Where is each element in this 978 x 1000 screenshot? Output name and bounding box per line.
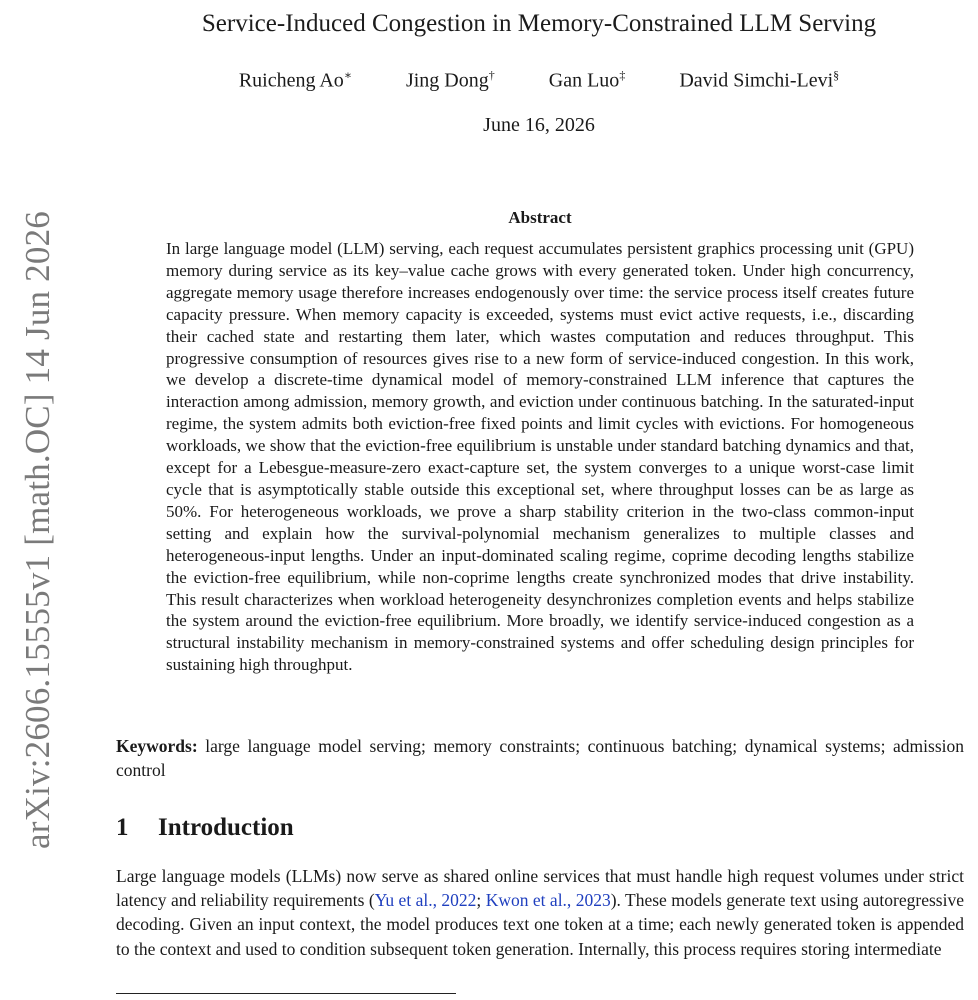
publication-date: June 16, 2026 — [483, 114, 595, 136]
author: Gan Luo‡ — [548, 68, 626, 92]
keywords-text: large language model serving; memory constraints; continuous batching; dynamical systems; admission control — [116, 736, 964, 780]
keywords — [116, 734, 964, 782]
section-title: Introduction — [158, 814, 294, 841]
arxiv-identifier-text: arXiv:2606.15555v1 [math.OC] 14 Jun 2026 — [18, 211, 58, 849]
paper-title: Service-Induced Congestion in Memory-Constrained LLM Serving — [201, 10, 877, 37]
section-number: 1 — [116, 814, 129, 841]
author: Jing Dong† — [405, 68, 495, 92]
footnote-divider — [116, 993, 456, 994]
citation-link[interactable]: Kwon et al., 2023 — [485, 890, 611, 911]
arxiv-identifier-stamp — [16, 190, 60, 870]
intro-paragraph: Large language models (LLMs) now serve as shared online services that must handle high request volumes under strict latency and reliability requirements (Yu et al., 2022; Kwon et al., 2023). These models generate text using autoregressive decoding. Given an input context, the model produces text one token at a time; each newly generated token is appended to the context and used to condition subsequent token generation. Internally, this process requires storing intermediate — [116, 866, 964, 959]
author: Ruicheng Ao∗ — [238, 68, 352, 92]
citation-link[interactable]: Yu et al., 2022 — [374, 890, 477, 911]
author-list — [116, 68, 962, 93]
section-heading — [116, 814, 294, 842]
author: David Simchi-Levi§ — [679, 68, 840, 92]
abstract-heading: Abstract — [508, 208, 572, 227]
keywords-label: Keywords: — [116, 736, 198, 756]
abstract-text: In large language model (LLM) serving, each request accumulates persistent graphics processing unit (GPU) memory during service as its key–value cache grows with every generated token. Under high concurrency, aggregate memory usage therefore increases endogenously over time: the service process itself creates future capacity pressure. When memory capacity is exceeded, systems must evict active requests, i.e., discarding their cached state and restarting them later, which wastes computation and reduces throughput. This progressive consumption of resources gives rise to a new form of service-induced congestion. In this work, we develop a discrete-time dynamical model of memory-constrained LLM inference that captures the interaction among admission, memory growth, and eviction under continuous batching. In the saturated-input regime, the system admits both eviction-free fixed points and limit cycles with evictions. For homogeneous workloads, we show that the eviction-free equilibrium is unstable under standard batching dynamics and that, except for a Lebesgue-measure-zero exact-capture set, the system converges to a unique worst-case limit cycle that is asymptotically stable outside this exceptional set, where throughput losses can be as large as 50%. For heterogeneous workloads, we prove a sharp stability criterion in the two-class common-input setting and explain how the survival-polynomial mechanism generalizes to multiple classes and heterogeneous-input lengths. Under an input-dominated scaling regime, coprime decoding lengths stabilize the eviction-free equilibrium, while non-coprime lengths create synchronized modes that drive instability. This result characterizes when workload heterogeneity desynchronizes completion events and helps stabilize the system around the eviction-free equilibrium. More broadly, we identify service-induced congestion as a structural instability mechanism in memory-constrained systems and offer scheduling design principles for sustaining high throughput. — [166, 239, 914, 675]
